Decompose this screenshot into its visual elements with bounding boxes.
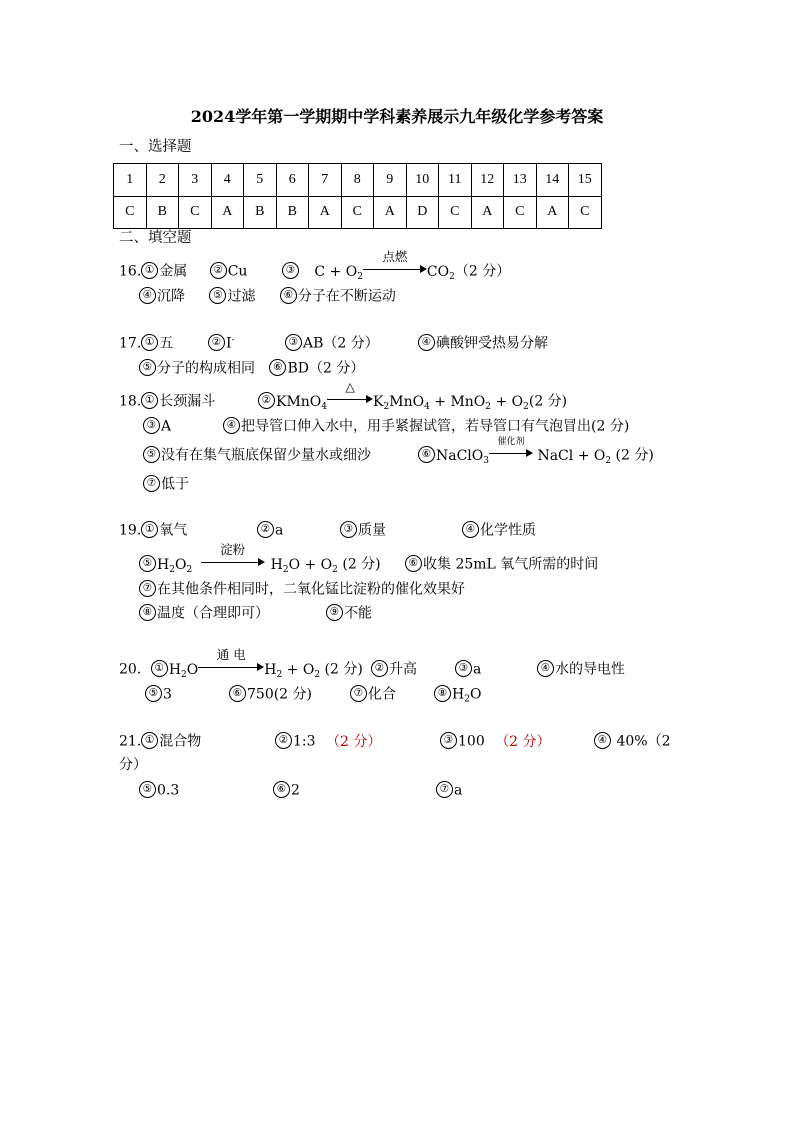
circled-9: ⑨ [326,604,343,621]
circled-4: ④ [418,334,435,351]
answer-cell: C [569,196,602,229]
q20-number: 20． [119,661,151,678]
q20-a4-group [537,661,625,678]
q18-a4: 把导管口伸入水中，用手紧握试管，若导管口有气泡冒出(2 分) [241,418,630,435]
q19-a7: 在其他条件相同时，二氧化锰比淀粉的催化效果好 [157,581,465,598]
q16-a1: 金属 [159,263,188,280]
q21-a3-score: （2 分） [495,733,551,750]
q16-a2: Cu [227,263,248,280]
circled-5: ⑤ [139,781,156,798]
circled-3: ③ [440,732,457,749]
q21-a7-group [436,782,462,799]
answer-cell: B [146,196,179,229]
q19-a3-group [340,522,386,539]
circled-3: ③ [282,262,299,279]
circled-1: ① [151,660,168,677]
q21-number: 21. [119,733,142,750]
answer-cell: C [179,196,212,229]
circled-3: ③ [285,334,302,351]
section-choice-heading: 一、选择题 [119,139,192,155]
q16-eq-condition: 点燃 [382,248,408,264]
q18-line2 [143,418,171,435]
answer-cell: C [504,196,537,229]
q21-a4-continued: 分） [119,757,147,773]
q19-a5-group [139,541,381,575]
question-number-cell: 13 [504,164,537,197]
q19-a8: 温度（合理即可） [157,605,269,622]
circled-3: ③ [143,417,160,434]
circled-7: ⑦ [139,580,156,597]
q19-eq-left: $H_2O_2$ [157,556,193,575]
question-number-cell: 9 [374,164,407,197]
question-number-cell: 7 [309,164,342,197]
circled-7: ⑦ [436,781,453,798]
q19-a6-group [405,556,598,573]
q19-eq-right: $H_2O + O_2$ [270,556,338,575]
q18-eq-right: $K_2MnO_4 + MnO_2 + O_2$ [373,393,529,412]
q16-a4: 沉降 [157,288,185,305]
question-number-cell: 8 [341,164,374,197]
circled-4: ④ [462,521,479,538]
circled-5: ⑤ [139,555,156,572]
q17-a2: I [226,335,232,352]
q17-a3-group [285,335,379,352]
q17-a4-group [418,335,548,352]
answer-row [114,196,602,229]
q17-a5: 分子的构成相同 [157,360,255,377]
q17-a4: 碘酸钾受热易分解 [436,335,548,352]
q18-a2-group [258,378,568,412]
circled-7: ⑦ [143,475,160,492]
q17-a2-group [208,335,235,352]
q20-a5-group [145,686,172,703]
reaction-arrow [489,436,533,460]
circled-2: ② [210,262,227,279]
circled-5: ⑤ [139,359,156,376]
circled-7: ⑦ [350,685,367,702]
circled-6: ⑥ [273,781,290,798]
q16-a6: 分子在不断运动 [297,288,396,305]
circled-2: ② [208,334,225,351]
q18-a5: 没有在集气瓶底保留少量水或细沙 [161,447,371,464]
answer-cell: B [276,196,309,229]
q19-a2-group [257,522,283,539]
q17-a2-charge: - [231,335,235,346]
q19-eq-condition: 淀粉 [220,541,246,557]
circled-6: ⑥ [280,287,297,304]
circled-2: ② [258,392,275,409]
question-number-cell: 5 [244,164,277,197]
question-number-cell: 6 [276,164,309,197]
q19-a4-group [462,522,536,539]
q21-a6-group [273,782,300,799]
q20-score: (2 分) [320,661,363,678]
circled-1: ① [141,732,158,749]
q20-a8-group: ⑧ $H_2O$ [434,686,481,703]
circled-8: ⑧ [434,685,451,702]
q17-line1 [119,335,173,352]
q20-eq-right: $H_2 + O_2$ [264,661,321,680]
q18-eq-left: KMnO$_4$ [276,393,328,412]
answer-cell: B [244,196,277,229]
q21-a7: a [454,782,463,799]
question-number-row [114,164,602,197]
q21-a3: 100 [458,733,485,750]
circled-8: ⑧ [139,604,156,621]
circled-2: ② [275,732,292,749]
q19-a4: 化学性质 [480,522,536,539]
page-title: 2024学年第一学期期中学科素养展示九年级化学参考答案 [190,107,604,126]
circled-6: ⑥ [405,555,422,572]
q21-a2: 1:3 [293,733,316,750]
q21-a5: 0.3 [157,782,180,799]
q18-line3 [143,447,371,464]
q21-a4-group [594,733,670,750]
q19-a6: 收集 25mL 氧气所需的时间 [423,556,599,573]
q19-number: 19. [119,522,142,539]
q20-a5: 3 [163,686,172,703]
circled-6: ⑥ [229,685,246,702]
answer-cell: A [536,196,569,229]
question-number-cell: 10 [406,164,439,197]
q19-line3 [139,581,465,598]
reaction-arrow [327,378,373,406]
question-number-cell: 2 [146,164,179,197]
q18-a1: 长颈漏斗 [159,393,216,410]
answer-cell: A [374,196,407,229]
answer-cell: C [114,196,147,229]
question-number-cell: 1 [114,164,147,197]
q19-a9: 不能 [344,605,372,622]
q18-a3: A [161,418,172,435]
q16-eq-right: $CO_2$ [426,263,455,282]
q17-number: 17. [119,335,142,352]
q16-score: （2 分） [454,263,511,280]
q20-a7-group [350,686,396,703]
q18-score: (2 分) [528,393,568,410]
reaction-arrow [363,248,427,276]
circled-3: ③ [455,660,472,677]
answer-cell: C [341,196,374,229]
q16-a5: 过滤 [227,288,256,305]
q20-a2: 升高 [389,661,417,678]
circled-1: ① [141,334,158,351]
q19-score: (2 分) [337,556,381,573]
q19-a9-group [326,605,372,622]
circled-2: ② [371,660,388,677]
answer-cell: A [211,196,244,229]
question-number-cell: 3 [179,164,212,197]
circled-3: ③ [340,521,357,538]
q18-eq-condition: △ [345,378,355,394]
q21-a1: 混合物 [159,733,202,750]
circled-4: ④ [223,417,240,434]
answer-cell: A [471,196,504,229]
q21-a2-group [275,733,381,750]
q21-line1 [119,733,201,750]
question-number-cell: 4 [211,164,244,197]
question-number-cell: 11 [439,164,472,197]
q18-eq2-right: NaCl + $O_2$ [537,447,612,466]
q20-a4: 水的导电性 [555,661,625,678]
question-number-cell: 12 [471,164,504,197]
q20-a6: 750(2 分) [247,686,313,703]
circled-1: ① [141,392,158,409]
q20-a6-group [229,686,312,703]
q17-line2 [139,360,364,377]
q20-eq-left: $H_2O$ [168,661,199,680]
q18-a7: 低于 [161,476,189,493]
q20-a7: 化合 [368,686,396,703]
circled-5: ⑤ [143,446,160,463]
circled-5: ⑤ [209,287,226,304]
circled-5: ⑤ [145,685,162,702]
answer-cell: C [439,196,472,229]
q17-a6: BD（2 分） [287,360,365,377]
q20-a3: a [473,661,482,678]
circled-4: ④ [537,660,554,677]
q18-eq2-condition: 催化剂 [497,436,525,447]
answer-cell: A [309,196,342,229]
answer-table [113,163,602,229]
q19-line1 [119,522,187,539]
q16-line2 [139,288,396,305]
q21-a3-group [440,733,551,750]
circled-2: ② [257,521,274,538]
q21-a6: 2 [291,782,300,799]
q21-a2-score: （2 分） [325,733,382,750]
q20-eq-condition: 通 电 [216,646,246,662]
q19-a2: a [275,522,284,539]
q18-score2: (2 分) [611,447,654,464]
q20-a3-group [455,661,481,678]
q17-a3: AB（2 分） [303,335,379,352]
circled-6: ⑥ [418,446,435,463]
q18-eq2-left: NaClO$_3$ [436,447,489,466]
section-fill-heading: 二、填空题 [119,230,192,246]
q20-line1 [119,646,363,680]
q21-a4: 40%（2 [612,733,671,750]
q16-number: 16. [119,263,142,280]
circled-1: ① [141,262,158,279]
circled-4: ④ [594,732,611,749]
q20-a2-group [371,661,417,678]
q21-a5-group [139,782,179,799]
q19-line4 [139,605,269,622]
circled-6: ⑥ [269,359,286,376]
q18-a6-group [418,436,654,466]
q19-a1: 氧气 [159,522,188,539]
reaction-arrow [201,541,265,569]
answer-cell: D [406,196,439,229]
q17-a1: 五 [159,335,174,352]
q18-a4-group [223,418,629,435]
question-number-cell: 15 [569,164,602,197]
q20-a8: H [452,686,465,703]
q19-a3: 质量 [358,522,386,539]
q18-number: 18. [119,393,142,410]
circled-1: ① [141,521,158,538]
q16-eq-left: $C + O_2$ [314,263,363,282]
reaction-arrow [198,646,264,674]
q18-line4 [143,476,189,493]
q18-line1 [119,393,215,410]
question-number-cell: 14 [536,164,569,197]
q16-line1 [119,248,511,282]
circled-4: ④ [139,287,156,304]
